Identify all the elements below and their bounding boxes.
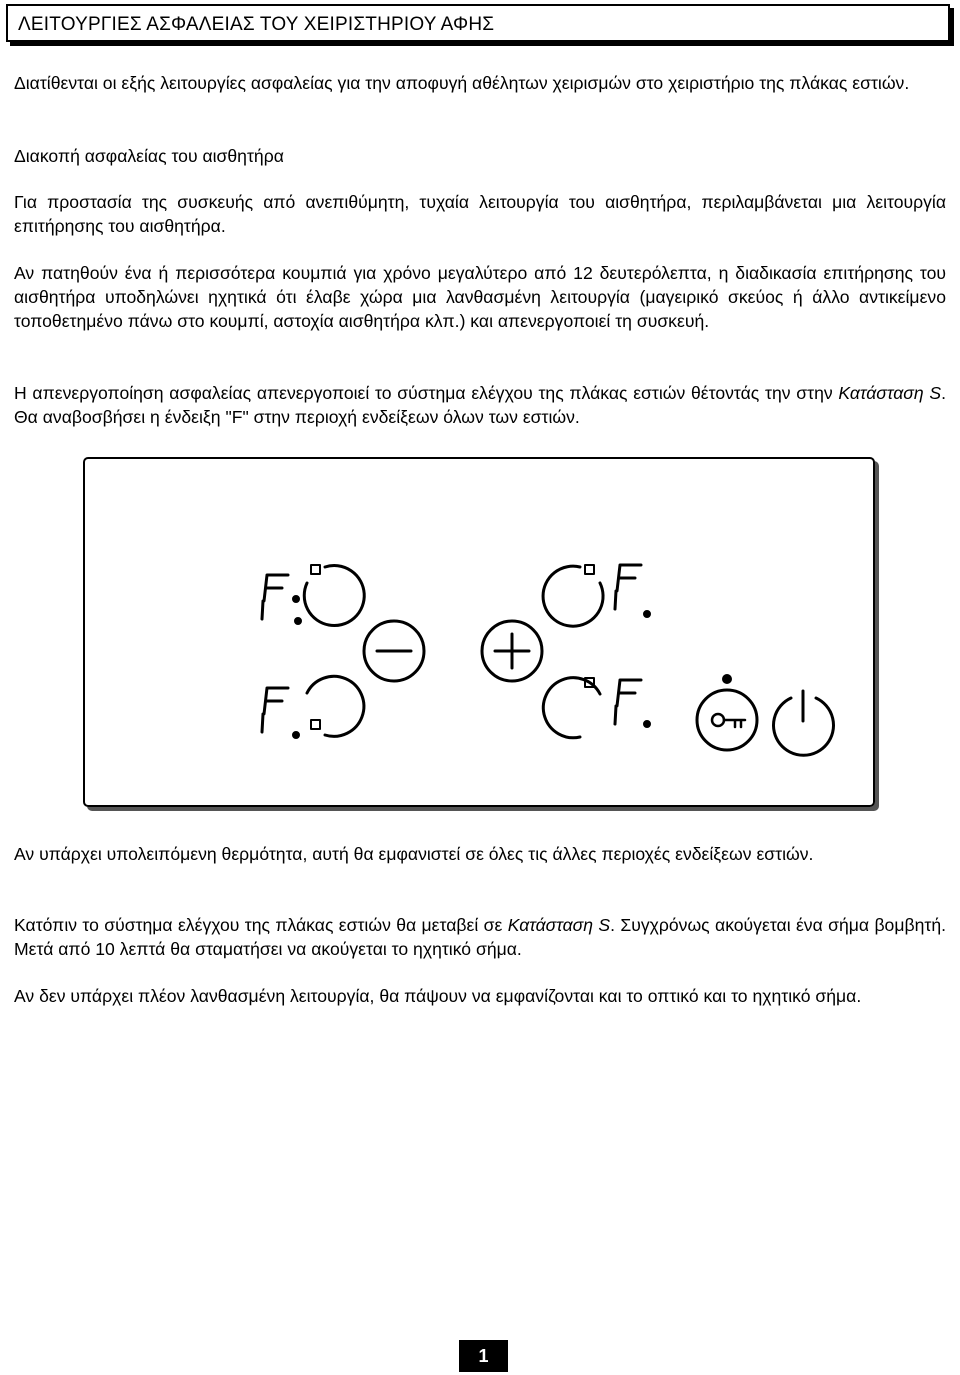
zone-display-bottom-left [262, 688, 299, 738]
zone-ring-bottom-left-icon [307, 676, 364, 736]
paragraph-3 [14, 381, 946, 429]
page-number: 1 [459, 1340, 508, 1372]
zone-display-bottom-right [615, 680, 650, 727]
paragraph-3-text-a: Η απενεργοποίηση ασφαλείας απενεργοποιεί το σύστημα ελέγχου της πλάκας εστιών θέτοντάς την στην [14, 383, 839, 403]
control-panel-illustration [83, 457, 875, 807]
page-title: ΛΕΙΤΟΥΡΓΙΕΣ ΑΣΦΑΛΕΙΑΣ ΤΟΥ ΧΕΙΡΙΣΤΗΡΙΟΥ ΑΦΗΣ [18, 14, 495, 35]
paragraph-5-text-b: . Συγχρόνως ακούγεται ένα σήμα βομβητή. Μετά από 10 λεπτά θα σταματήσει να ακούγεται το ηχητικό σήμα. [14, 915, 947, 959]
power-icon [773, 691, 833, 755]
zone-ring-bottom-right-icon [543, 678, 600, 738]
intro-paragraph: Διατίθενται οι εξής λειτουργίες ασφαλείας για την αποφυγή αθέλητων χειρισμών στο χειριστήριο της πλάκας εστιών. [14, 73, 910, 93]
plus-icon [482, 621, 542, 681]
paragraph-3-text-b: . Θα αναβοσβήσει η ένδειξη "F" στην περιοχή ενδείξεων όλων των εστιών. [14, 383, 946, 427]
paragraph-1: Για προστασία της συσκευής από ανεπιθύμητη, τυχαία λειτουργία του αισθητήρα, περιλαμβάνεται μια λειτουργία επιτήρησης του αισθητήρα. [14, 192, 946, 236]
zone-ring-top-left-icon [304, 565, 364, 626]
zone-ring-top-right-icon [543, 565, 603, 626]
minus-icon [364, 621, 424, 681]
zone-display-top-left [262, 575, 301, 624]
paragraph-5 [14, 913, 946, 961]
paragraph-5-text-a: Κατόπιν το σύστημα ελέγχου της πλάκας εστιών θα μεταβεί σε [14, 915, 508, 935]
paragraph-4: Αν υπάρχει υπολειπόμενη θερμότητα, αυτή θα εμφανιστεί σε όλες τις άλλες περιοχές ενδείξεων εστιών. [14, 844, 814, 864]
paragraph-5-emphasis: Κατάσταση S [507, 915, 611, 935]
paragraph-3-emphasis: Κατάσταση S [838, 383, 942, 403]
paragraph-2: Αν πατηθούν ένα ή περισσότερα κουμπιά για χρόνο μεγαλύτερο από 12 δευτερόλεπτα, η διαδικασία επιτήρησης του αισθητήρα υποδηλώνει ηχητικά ότι έλαβε χώρα μια λανθασμένη λειτουργία (μαγειρικό σκεύος ή άλλο αντικείμενο τοποθετημένο πάνω στο κουμπί, αστοχία αισθητήρα κλπ.) και απενεργοποιεί τη συσκευή. [14, 263, 946, 331]
section-heading: Διακοπή ασφαλείας του αισθητήρα [14, 146, 284, 166]
paragraph-6: Αν δεν υπάρχει πλέον λανθασμένη λειτουργία, θα πάψουν να εμφανίζονται και το οπτικό και το ηχητικό σήμα. [14, 986, 862, 1006]
key-lock-icon [697, 676, 757, 751]
page-title-box [6, 4, 950, 42]
zone-display-top-right [615, 565, 650, 617]
